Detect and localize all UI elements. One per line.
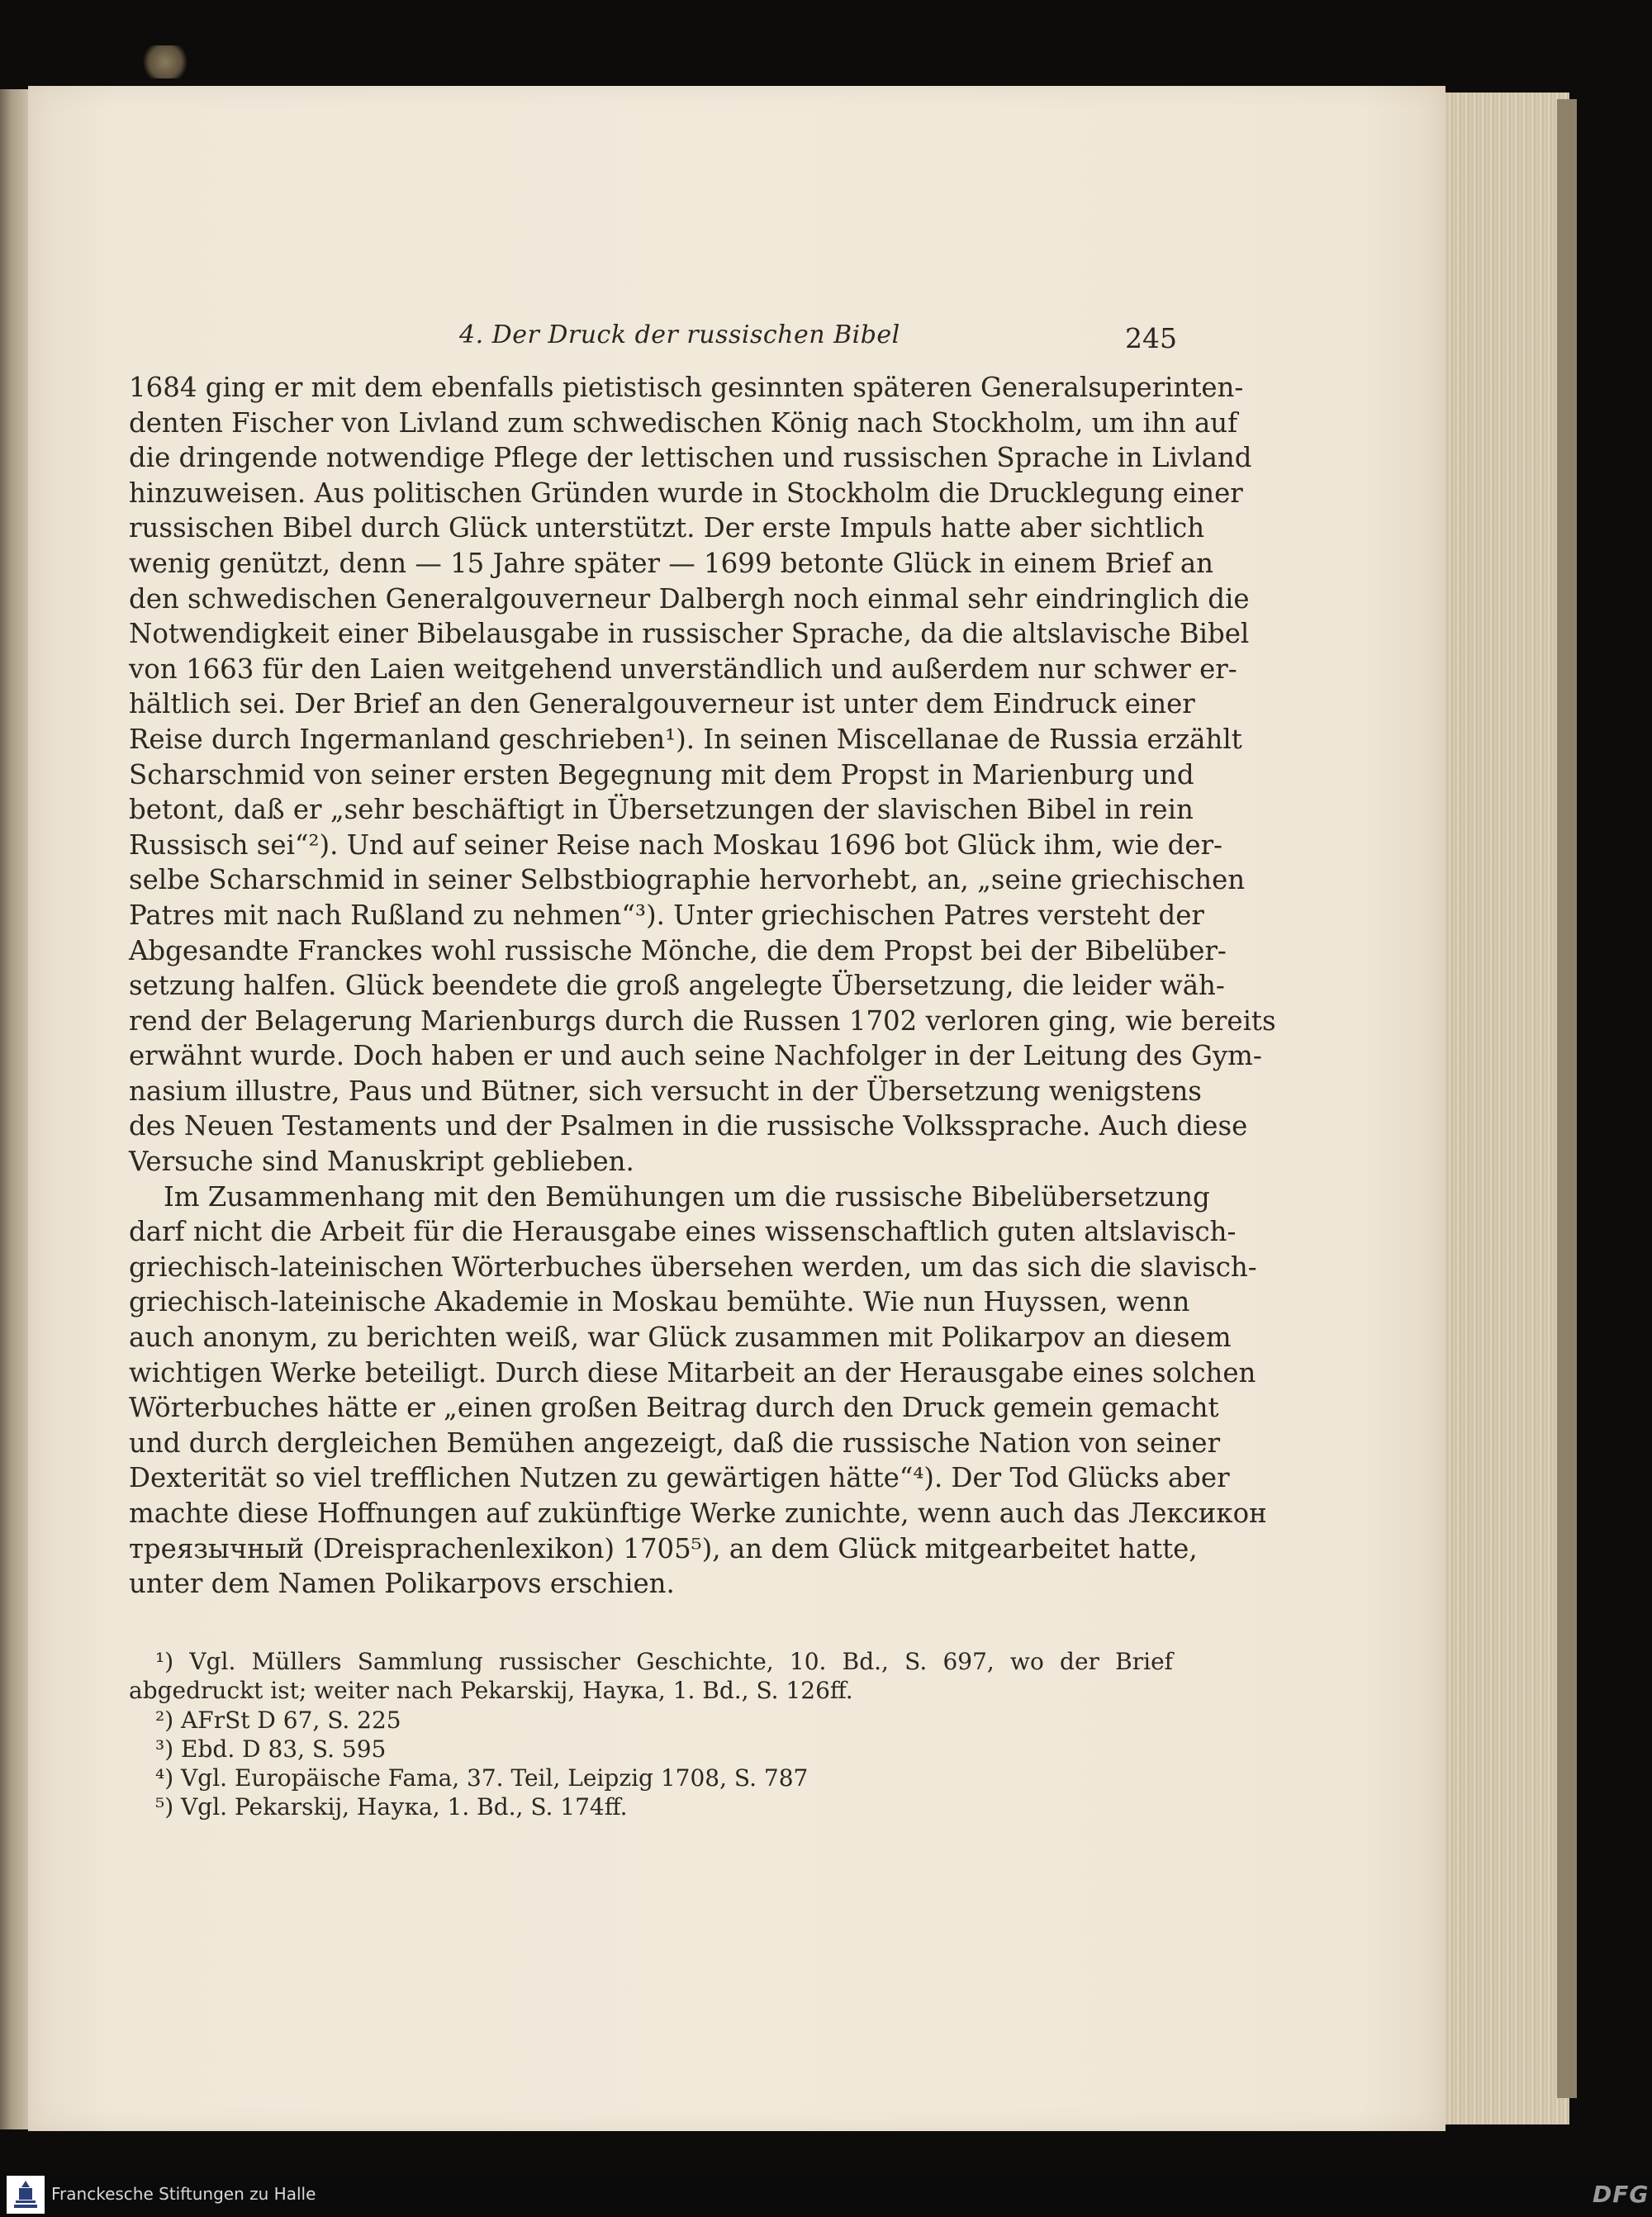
text-line: erwähnt wurde. Doch haben er und auch seine Nachfolger in der Leitung des Gym- [129, 1040, 1262, 1072]
text-line: den schwedischen Generalgouverneur Dalbergh noch einmal sehr eindringlich die [129, 582, 1250, 615]
text-line: selbe Scharschmid in seiner Selbstbiographie hervorhebt, an, „seine griechischen [129, 864, 1246, 896]
viewer-footer-bar [0, 2172, 1652, 2217]
footnote-line: abgedruckt ist; weiter nach Pekarskij, Наука, 1. Bd., S. 126ff. [129, 1677, 853, 1705]
text-line: machte diese Hoffnungen auf zukünftige Werke zunichte, wenn auch das Лексикон [129, 1498, 1267, 1529]
text-line: hältlich sei. Der Brief an den Generalgouverneur ist unter dem Eindruck einer [129, 688, 1195, 720]
text-line: Dexterität so viel trefflichen Nutzen zu gewärtigen hätte“⁴). Der Tod Glücks aber [129, 1462, 1230, 1494]
text-line: Reise durch Ingermanland geschrieben¹). In seinen Miscellanae de Russia erzählt [129, 723, 1242, 755]
text-line: Im Zusammenhang mit den Bemühungen um die russische Bibelübersetzung [164, 1180, 1210, 1213]
text-line: Wörterbuches hätte er „einen großen Beitrag durch den Druck gemein gemacht [129, 1392, 1219, 1424]
book-fore-edge [1446, 93, 1569, 2124]
text-line: betont, daß er „sehr beschäftigt in Übersetzungen der slavischen Bibel in rein [129, 794, 1194, 826]
text-line: nasium illustre, Paus und Bütner, sich versucht in der Übersetzung wenigstens [129, 1075, 1202, 1107]
foundation-emblem-icon [7, 2176, 45, 2214]
text-line: setzung halfen. Glück beendete die groß angelegte Übersetzung, die leider wäh- [129, 970, 1225, 1002]
footnotes [129, 1647, 1173, 1822]
body-text [129, 370, 1276, 1602]
text-line: unter dem Namen Polikarpovs erschien. [129, 1568, 675, 1600]
left-page-edge [0, 89, 28, 2129]
footnote-line: ³) Ebd. D 83, S. 595 [155, 1735, 387, 1763]
text-line: darf nicht die Arbeit für die Herausgabe eines wissenschaftlich guten altslavisch- [129, 1216, 1237, 1248]
text-line: Scharschmid von seiner ersten Begegnung mit dem Propst in Marienburg und [129, 758, 1194, 790]
footnote-line: ¹) Vgl. Müllers Sammlung russischer Geschichte, 10. Bd., S. 697, wo der Brief [155, 1648, 1173, 1675]
text-line: des Neuen Testaments und der Psalmen in die russische Volkssprache. Auch diese [129, 1110, 1248, 1142]
text-line: griechisch-lateinischen Wörterbuches übersehen werden, um das sich die slavisch- [129, 1251, 1257, 1283]
footnote-line: ⁵) Vgl. Pekarskij, Наука, 1. Bd., S. 174ff. [155, 1793, 628, 1821]
text-line: Abgesandte Franckes wohl russische Mönche, die dem Propst bei der Bibelüber- [129, 934, 1227, 966]
binding-thread [140, 45, 190, 78]
footnote-line: ²) AFrSt D 67, S. 225 [155, 1706, 401, 1734]
text-line: 1684 ging er mit dem ebenfalls pietistisch gesinnten späteren Generalsuperinten- [129, 372, 1244, 403]
running-head: 4. Der Druck der russischen Bibel [459, 320, 900, 349]
text-line: von 1663 für den Laien weitgehend unverständlich und außerdem nur schwer er- [129, 653, 1237, 685]
text-line: rend der Belagerung Marienburgs durch die Russen 1702 verloren ging, wie bereits [129, 1004, 1276, 1037]
text-line: hinzuweisen. Aus politischen Gründen wurde in Stockholm die Drucklegung einer [129, 477, 1243, 509]
text-line: wenig genützt, denn — 15 Jahre später — 1699 betonte Glück in einem Brief an [129, 547, 1214, 579]
text-line: треязычный (Dreisprachenlexikon) 1705⁵), an dem Glück mitgearbeitet hatte, [129, 1532, 1198, 1564]
text-line: Patres mit nach Rußland zu nehmen“³). Unter griechischen Patres versteht der [129, 899, 1204, 931]
text-line: Russisch sei“²). Und auf seiner Reise nach Moskau 1696 bot Glück ihm, wie der- [129, 828, 1222, 861]
text-line: griechisch-lateinische Akademie in Moskau bemühte. Wie nun Huyssen, wenn [129, 1286, 1190, 1318]
dfg-logo: DFG [1593, 2181, 1650, 2208]
foundation-emblem-svg [12, 2179, 40, 2210]
text-line: russischen Bibel durch Glück unterstützt. Der erste Impuls hatte aber sichtlich [129, 512, 1205, 544]
text-line: Versuche sind Manuskript geblieben. [129, 1146, 634, 1178]
footnote-line: ⁴) Vgl. Europäische Fama, 37. Teil, Leipzig 1708, S. 787 [155, 1764, 809, 1792]
text-line: wichtigen Werke beteiligt. Durch diese Mitarbeit an der Herausgabe eines solchen [129, 1356, 1256, 1389]
text-line: Notwendigkeit einer Bibelausgabe in russischer Sprache, da die altslavische Bibel [129, 618, 1250, 650]
institution-name: Franckesche Stiftungen zu Halle [51, 2184, 316, 2204]
book-cover-edge [1557, 99, 1577, 2098]
text-line: auch anonym, zu berichten weiß, war Glück zusammen mit Polikarpov an diesem [129, 1322, 1232, 1354]
text-line: die dringende notwendige Pflege der lettischen und russischen Sprache in Livland [129, 442, 1252, 474]
text-line: denten Fischer von Livland zum schwedischen König nach Stockholm, um ihn auf [129, 406, 1238, 439]
page-number: 245 [1125, 322, 1177, 354]
text-line: und durch dergleichen Bemühen angezeigt, daß die russische Nation von seiner [129, 1427, 1221, 1459]
